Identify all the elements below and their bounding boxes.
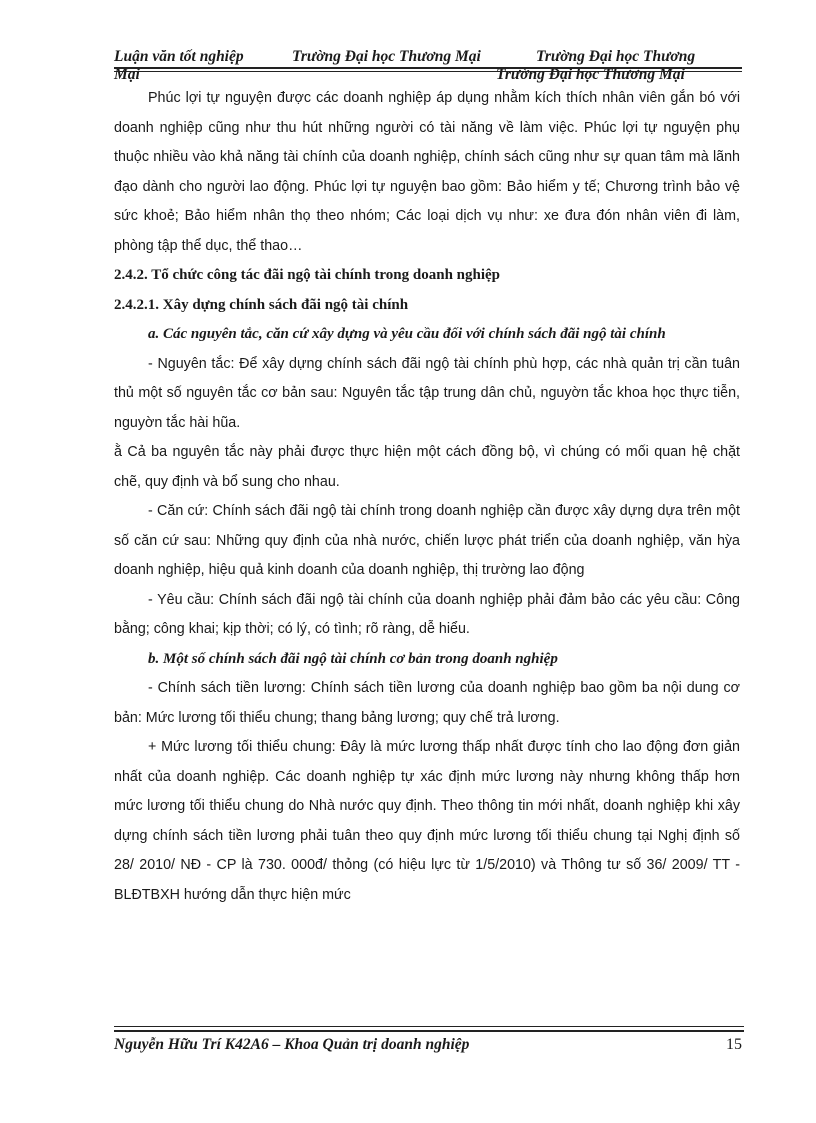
page-header: [114, 48, 742, 84]
page-number: 15: [726, 1036, 742, 1053]
header-university-name-repeat: Trường Đại học Thương: [536, 48, 696, 65]
section-heading-2-4-2-1: 2.4.2.1. Xây dựng chính sách đãi ngộ tài chính: [114, 296, 409, 313]
paragraph-principles-note: ằ Cả ba nguyên tắc này phải được thực hiện một cách đồng bộ, vì chúng có mối quan hệ chặt chẽ, quy định và bổ sung cho nhau.: [114, 444, 740, 490]
header-thesis-label: Luận văn tốt nghiệp: [114, 48, 244, 65]
page-footer: [114, 1036, 742, 1056]
subheading-a: a. Các nguyên tắc, căn cứ xây dựng và yêu cầu đối với chính sách đãi ngộ tài chính: [148, 326, 666, 342]
header-university-name-wrap: Mại: [114, 66, 140, 83]
subheading-b: b. Một số chính sách đãi ngộ tài chính cơ bản trong doanh nghiệp: [148, 650, 558, 667]
footer-rule-thin: [114, 1026, 744, 1027]
document-body: [114, 84, 740, 910]
section-heading-2-4-2: 2.4.2. Tổ chức công tác đãi ngộ tài chính trong doanh nghiệp: [114, 267, 501, 283]
paragraph-minimum-wage: + Mức lương tối thiểu chung: Đây là mức lương thấp nhất được tính cho lao động đơn giản nhất của doanh nghiệp. Các doanh nghiệp tự xác định mức lương này nhưng không thấp hơn mức lương tối thiểu chung do Nhà nước quy định. Theo thông tin mới nhất, doanh nghiệp khi xây dựng chính sách tiền lương phải tuân theo quy định mức lương tối thiểu chung tại Nghị định số 28/ 2010/ NĐ - CP là 730. 000đ/ thỏng (có hiệu lực từ 1/5/2010) và Thông tư số 36/ 2009/ TT - BLĐTBXH hướng dẫn thực hiện mức: [114, 739, 740, 903]
header-university-name: Trường Đại học Thương Mại: [292, 48, 481, 65]
header-rule-thin: [114, 71, 742, 72]
header-university-name-second: Trường Đại học Thương Mại: [496, 66, 685, 83]
header-rule-thick: [114, 67, 742, 69]
paragraph-requirements: - Yêu cầu: Chính sách đãi ngộ tài chính của doanh nghiệp phải đảm bảo các yêu cầu: Công bằng; công khai; kịp thời; có lý, có tình; rõ ràng, dễ hiểu.: [114, 591, 740, 637]
paragraph-voluntary-welfare: Phúc lợi tự nguyện được các doanh nghiệp áp dụng nhằm kích thích nhân viên gắn bó với doanh nghiệp cũng như thu hút những người có tài năng về làm việc. Phúc lợi tự nguyện phụ thuộc nhiều vào khả năng tài chính của doanh nghiệp, chính sách cũng như sự quan tâm mà lãnh đạo dành cho người lao động. Phúc lợi tự nguyện bao gồm: Bảo hiểm y tế; Chương trình bảo vệ sức khoẻ; Bảo hiểm nhân thọ theo nhóm; Các loại dịch vụ như: xe đưa đón nhân viên đi làm, phòng tập thể dục, thể thao…: [114, 90, 740, 254]
footer-author: Nguyễn Hữu Trí K42A6 – Khoa Quản trị doanh nghiệp: [114, 1036, 470, 1053]
paragraph-salary-policy: - Chính sách tiền lương: Chính sách tiền lương của doanh nghiệp bao gồm ba nội dung cơ bản: Mức lương tối thiểu chung; thang bảng lương; quy chế trả lương.: [114, 680, 740, 726]
paragraph-bases: - Căn cứ: Chính sách đãi ngộ tài chính trong doanh nghiệp cần được xây dựng dựa trên một số căn cứ sau: Những quy định của nhà nước, chiến lược phát triển của doanh nghiệp, văn hỳa doanh nghiệp, hiệu quả kinh doanh của doanh nghiệp, thị trường lao động: [114, 503, 740, 578]
footer-rule-thick: [114, 1030, 744, 1032]
paragraph-principles: - Nguyên tắc: Để xây dựng chính sách đãi ngộ tài chính phù hợp, các nhà quản trị cần tuân thủ một số nguyên tắc cơ bản sau: Nguyên tắc tập trung dân chủ, nguyờn tắc khoa học thực tiễn, nguyờn tắc hài hũa.: [114, 355, 740, 431]
